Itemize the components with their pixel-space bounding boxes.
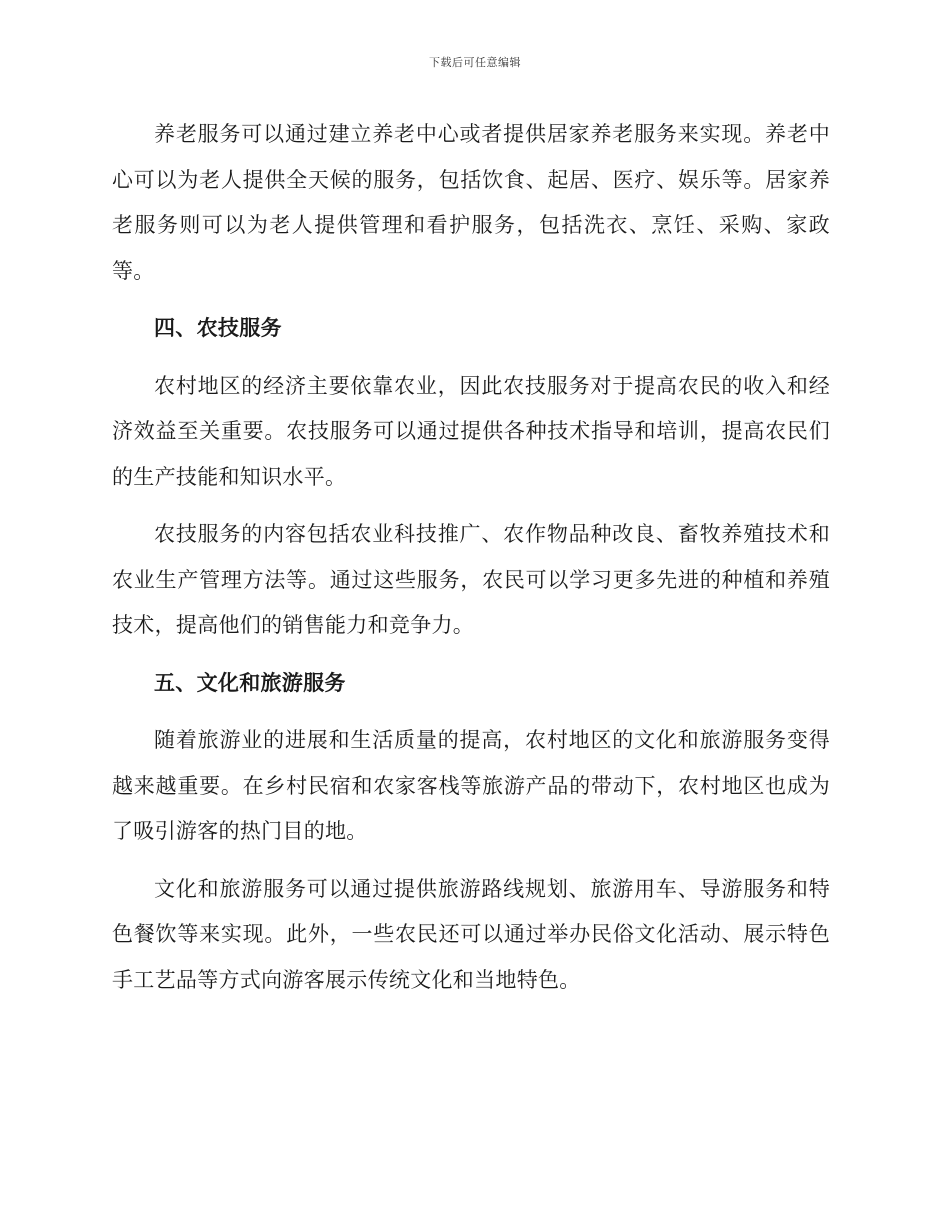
paragraph-elderly-care: 养老服务可以通过建立养老中心或者提供居家养老服务来实现。养老中心可以为老人提供全天候的服务，包括饮食、起居、医疗、娱乐等。居家养老服务则可以为老人提供管理和看护服务，包括洗衣、烹饪、采购、家政等。 <box>112 122 830 283</box>
page-header: 下载后可任意编辑 <box>429 56 521 69</box>
document-body <box>112 112 830 1003</box>
paragraph-tourism-1: 随着旅游业的进展和生活质量的提高，农村地区的文化和旅游服务变得越来越重要。在乡村民宿和农家客栈等旅游产品的带动下，农村地区也成为了吸引游客的热门目的地。 <box>112 728 830 843</box>
paragraph-agri-tech-2: 农技服务的内容包括农业科技推广、农作物品种改良、畜牧养殖技术和农业生产管理方法等。通过这些服务，农民可以学习更多先进的种植和养殖技术，提高他们的销售能力和竞争力。 <box>112 522 830 637</box>
paragraph-agri-tech-1: 农村地区的经济主要依靠农业，因此农技服务对于提高农民的收入和经济效益至关重要。农技服务可以通过提供各种技术指导和培训，提高农民们的生产技能和知识水平。 <box>112 373 830 489</box>
paragraph-tourism-2: 文化和旅游服务可以通过提供旅游路线规划、旅游用车、导游服务和特色餐饮等来实现。此外，一些农民还可以通过举办民俗文化活动、展示特色手工艺品等方式向游客展示传统文化和当地特色。 <box>112 876 830 992</box>
section-heading-culture-tourism: 五、文化和旅游服务 <box>154 670 346 695</box>
section-heading-agri-tech: 四、农技服务 <box>154 316 282 340</box>
